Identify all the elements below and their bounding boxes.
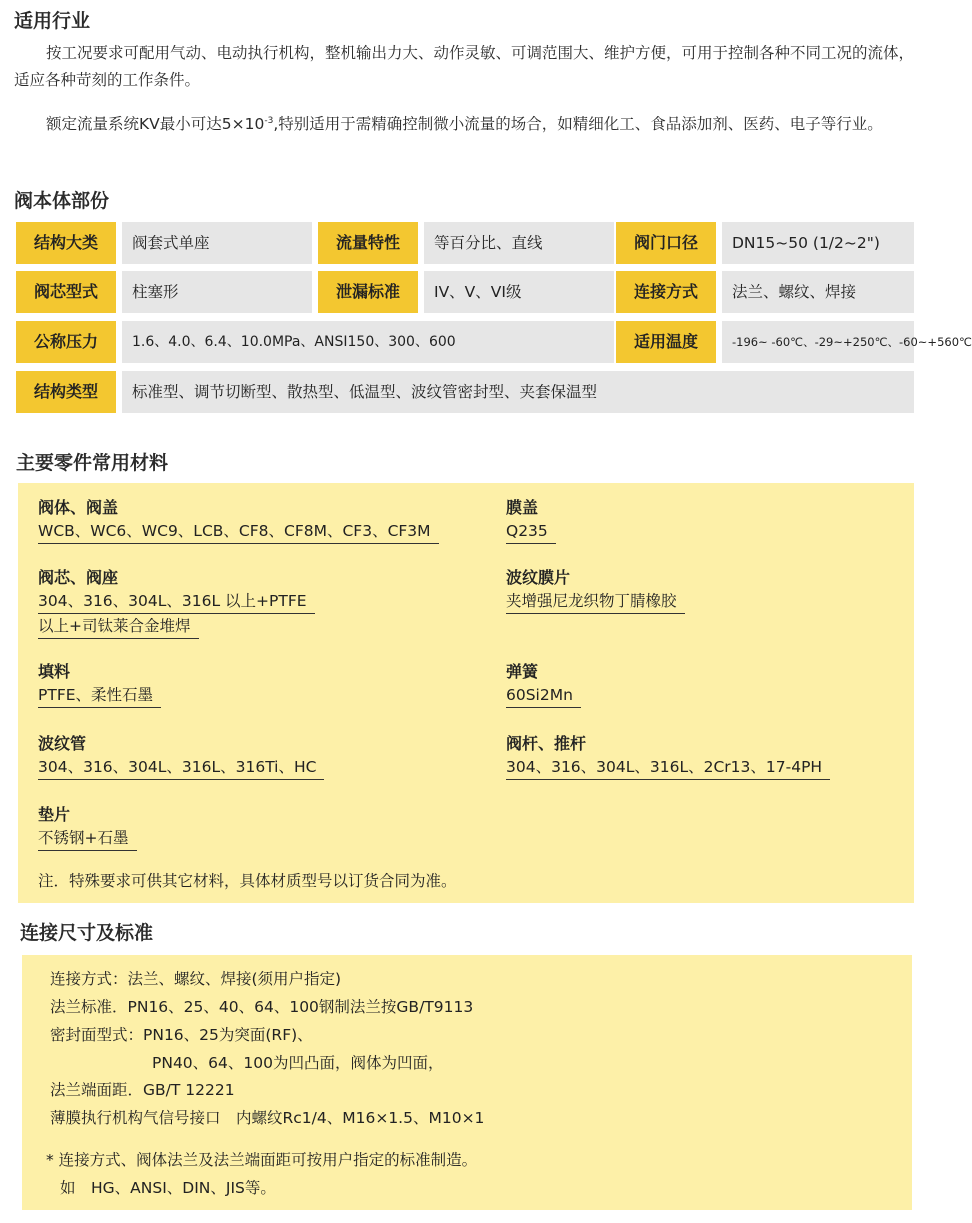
spec-value: 法兰、螺纹、焊接 xyxy=(722,271,914,313)
material-item xyxy=(38,497,439,544)
material-value: Q235 xyxy=(506,519,556,544)
materials-note: 注．特殊要求可供其它材料，具体材质型号以订货合同为准。 xyxy=(38,872,457,890)
spec-value: 标准型、调节切断型、散热型、低温型、波纹管密封型、夹套保温型 xyxy=(122,371,914,413)
kv-text: 额定流量系统KV最小可达5×10 xyxy=(46,115,265,134)
material-item xyxy=(506,733,830,780)
spec-row xyxy=(16,271,914,313)
spec-label: 公称压力 xyxy=(16,321,116,363)
spec-row xyxy=(16,321,972,363)
material-title: 阀芯、阀座 xyxy=(38,568,119,587)
material-title: 阀杆、推杆 xyxy=(506,734,587,753)
material-item xyxy=(506,661,581,708)
connection-standards-box xyxy=(22,955,912,1210)
material-title: 填料 xyxy=(38,662,71,681)
standard-line: PN40、64、100为凹凸面，阀体为凹面， xyxy=(152,1054,444,1072)
material-title: 弹簧 xyxy=(506,662,539,681)
material-title: 垫片 xyxy=(38,805,71,824)
spec-value: 阀套式单座 xyxy=(122,222,312,264)
standard-note: * 连接方式、阀体法兰及法兰端面距可按用户指定的标准制造。 xyxy=(46,1151,478,1169)
spec-value: IV、V、VI级 xyxy=(424,271,614,313)
material-item xyxy=(38,804,137,851)
industry-paragraph-2 xyxy=(14,108,914,138)
kv-exponent: -3 xyxy=(264,116,274,126)
spec-label: 阀芯型式 xyxy=(16,271,116,313)
material-item xyxy=(38,661,161,708)
industry-paragraph-1: 按工况要求可配用气动、电动执行机构，整机输出力大、动作灵敏、可调范围大、维护方便，可用于控制各种不同工况的流体，适应各种苛刻的工作条件。 xyxy=(14,44,915,89)
standard-line: 薄膜执行机构气信号接口 内螺纹Rc1/4、M16×1.5、M10×1 xyxy=(50,1109,485,1127)
spec-value: 等百分比、直线 xyxy=(424,222,614,264)
spec-row xyxy=(16,371,914,413)
spec-value: DN15~50 (1/2~2") xyxy=(722,222,914,264)
standard-line: 连接方式：法兰、螺纹、焊接(须用户指定) xyxy=(50,970,342,988)
standard-line: 法兰标准．PN16、25、40、64、100钢制法兰按GB/T9113 xyxy=(50,998,474,1016)
section-title-materials: 主要零件常用材料 xyxy=(16,452,169,474)
material-value: 不锈钢+石墨 xyxy=(38,826,137,851)
spec-label: 连接方式 xyxy=(616,271,716,313)
section-title-industry: 适用行业 xyxy=(14,10,91,32)
material-item xyxy=(38,733,324,780)
material-item xyxy=(506,567,685,614)
section-title-connection: 连接尺寸及标准 xyxy=(20,922,154,944)
kv-text-rest: ,特别适用于需精确控制微小流量的场合，如精细化工、食品添加剂、医药、电子等行业。 xyxy=(273,115,883,134)
spec-label: 流量特性 xyxy=(318,222,418,264)
spec-row xyxy=(16,222,914,264)
material-item xyxy=(506,497,556,544)
material-value: 304、316、304L、316L、316Ti、HC xyxy=(38,755,324,780)
material-value: 304、316、304L、316L 以上+PTFE xyxy=(38,589,315,614)
material-title: 波纹膜片 xyxy=(506,568,571,587)
material-item xyxy=(38,567,315,639)
standard-line: 法兰端面距．GB/T 12221 xyxy=(50,1081,235,1099)
material-title: 膜盖 xyxy=(506,498,539,517)
material-title: 阀体、阀盖 xyxy=(38,498,119,517)
standard-note: 如 HG、ANSI、DIN、JIS等。 xyxy=(60,1179,276,1197)
spec-label: 结构大类 xyxy=(16,222,116,264)
material-value: 60Si2Mn xyxy=(506,683,581,708)
spec-label: 结构类型 xyxy=(16,371,116,413)
spec-value: -196~ -60℃、-29~+250℃、-60~+560℃ xyxy=(722,321,914,363)
spec-value: 柱塞形 xyxy=(122,271,312,313)
section-title-valve-body: 阀本体部份 xyxy=(14,190,110,212)
materials-box xyxy=(18,483,914,903)
spec-label: 阀门口径 xyxy=(616,222,716,264)
material-value: 304、316、304L、316L、2Cr13、17-4PH xyxy=(506,755,830,780)
material-value: PTFE、柔性石墨 xyxy=(38,683,161,708)
spec-value: 1.6、4.0、6.4、10.0MPa、ANSI150、300、600 xyxy=(122,321,614,363)
material-value: 夹增强尼龙织物丁腈橡胶 xyxy=(506,589,685,614)
spec-label: 泄漏标准 xyxy=(318,271,418,313)
standard-line: 密封面型式：PN16、25为突面(RF)、 xyxy=(50,1026,313,1044)
material-title: 波纹管 xyxy=(38,734,87,753)
material-value: WCB、WC6、WC9、LCB、CF8、CF8M、CF3、CF3M xyxy=(38,519,439,544)
material-value: 以上+司钛莱合金堆焊 xyxy=(38,614,199,639)
spec-label: 适用温度 xyxy=(616,321,716,363)
